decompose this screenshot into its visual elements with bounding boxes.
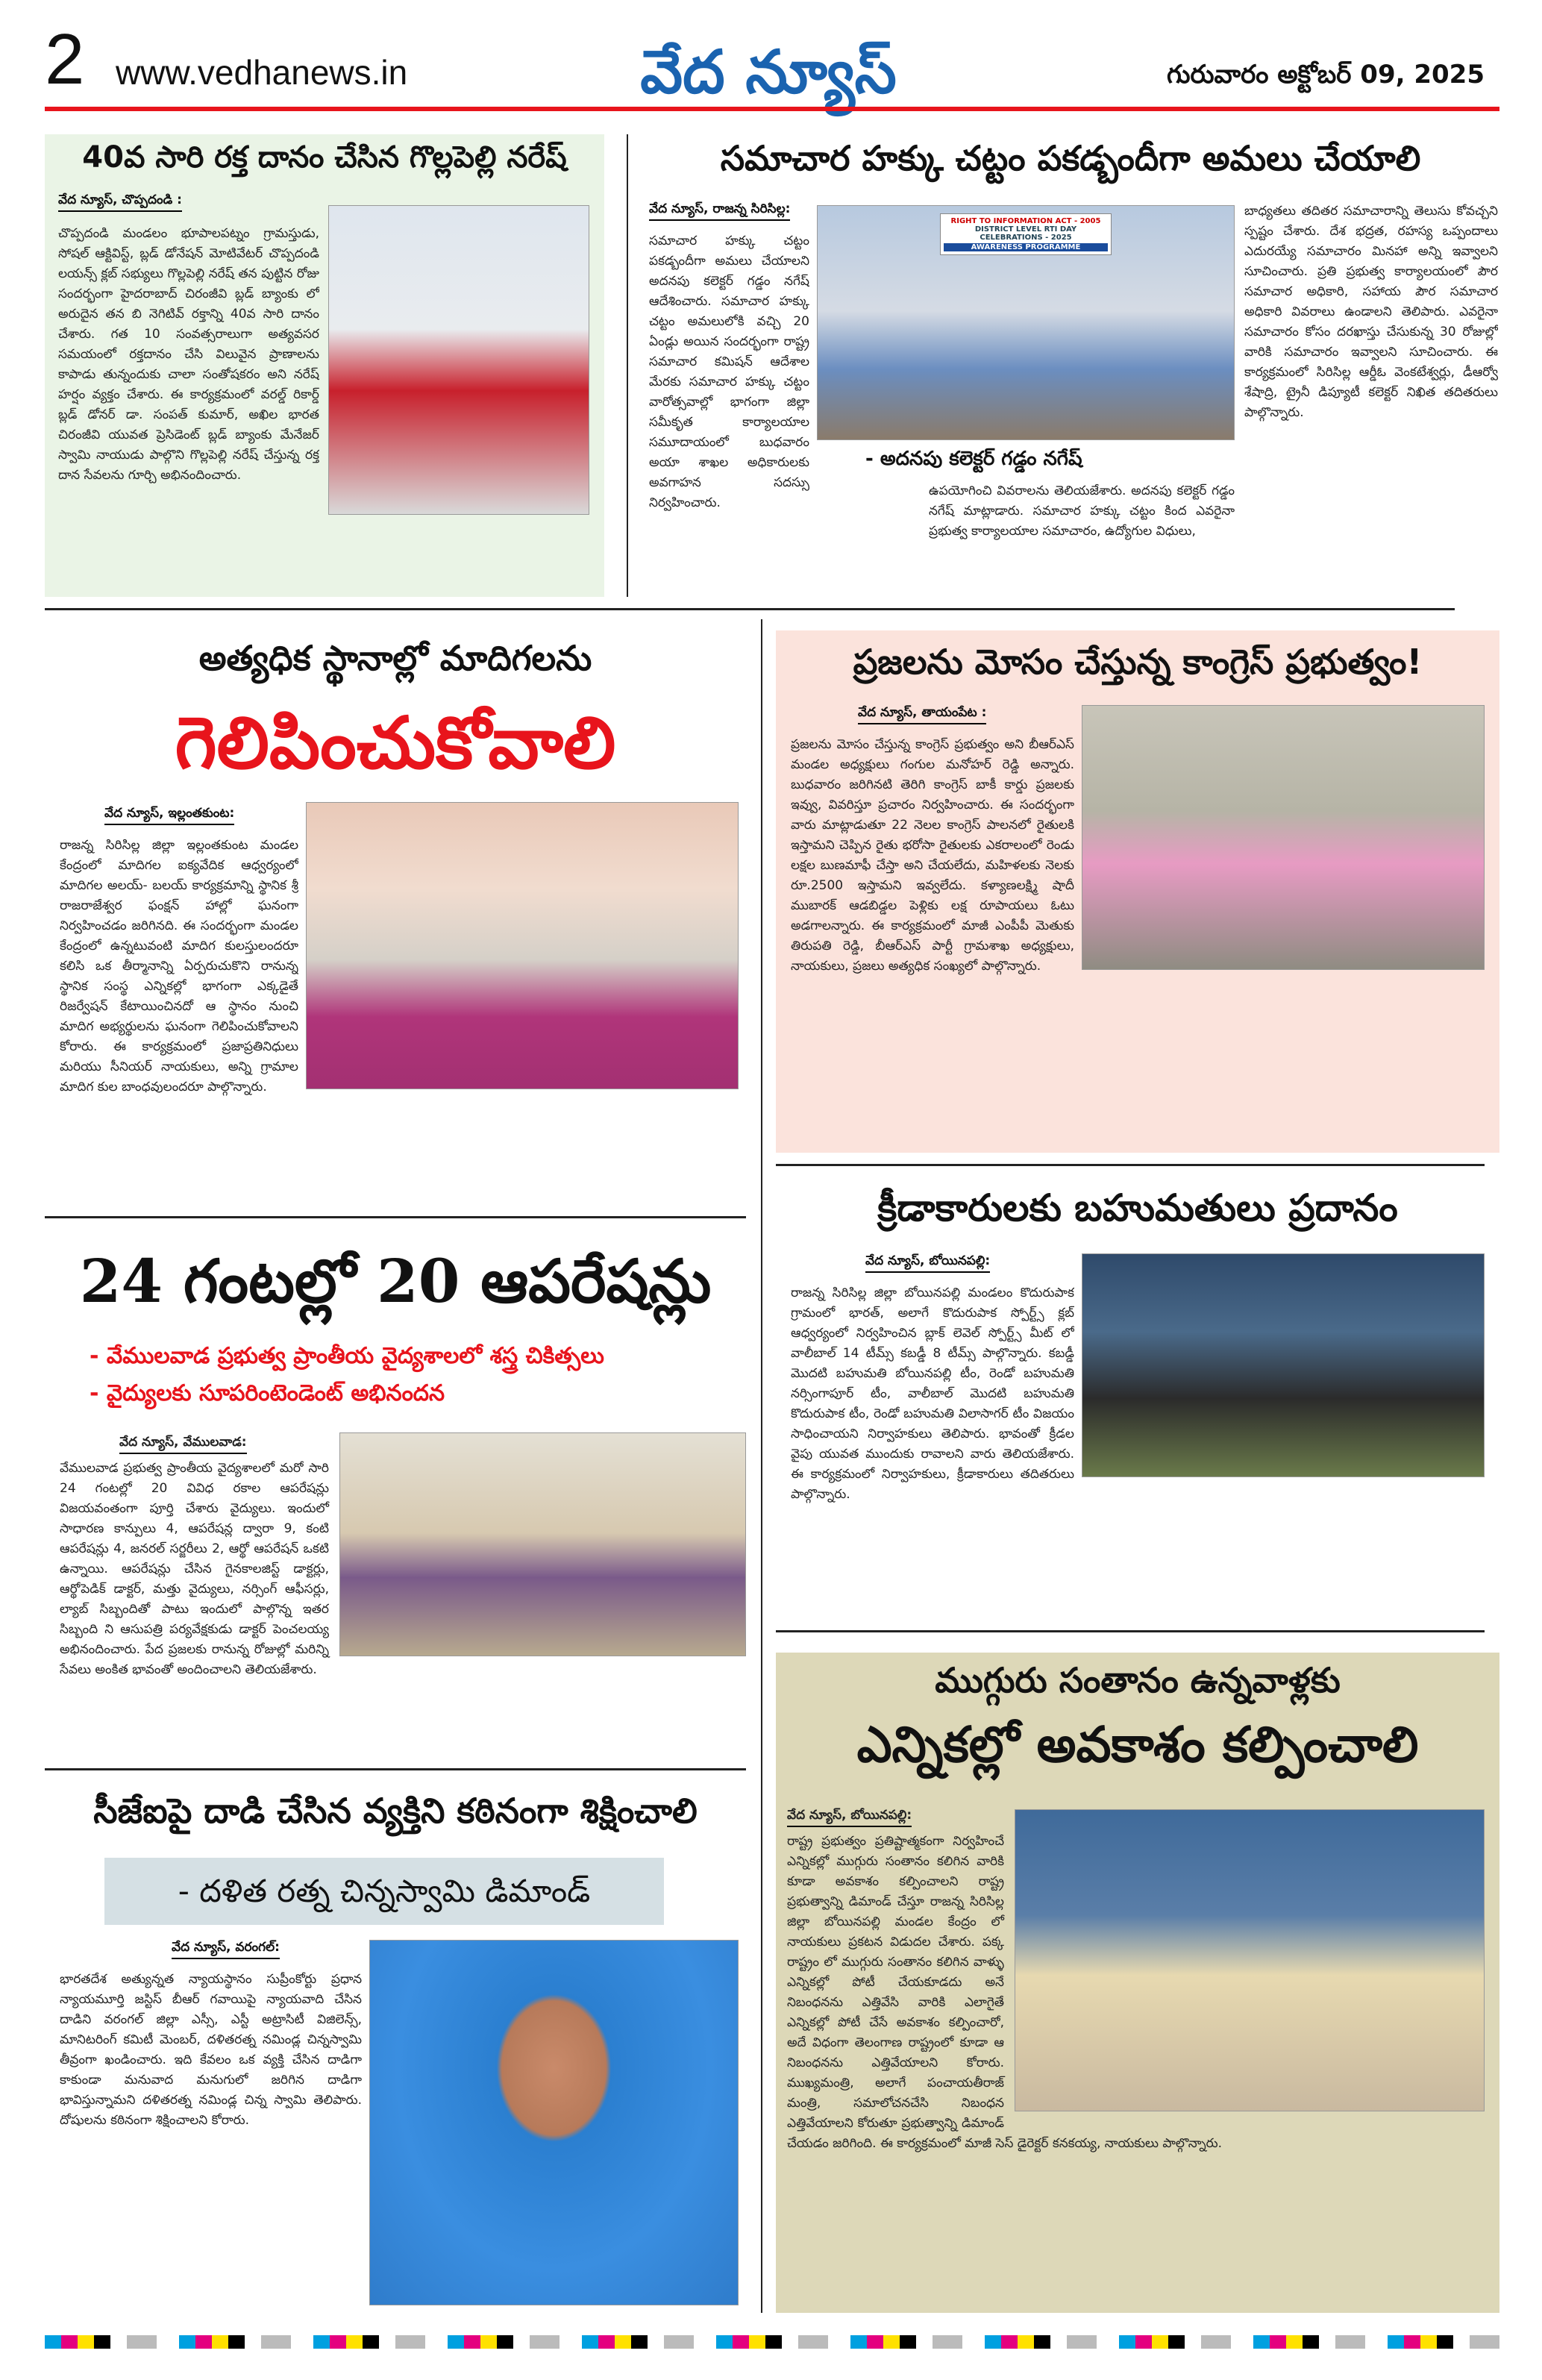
- dateline: [858, 705, 986, 729]
- photo-blood-donation: [328, 205, 589, 515]
- article-body-col1: సమాచార హక్కు చట్టం పకడ్బందీగా అమలు చేయాలని అదనపు కలెక్టర్ గడ్డం నగేష్ ఆదేశించారు. సమాచార హక్కు చట్టం అమలులోకి వచ్చి 20 ఏండ్లు అయిన సందర్భంగా రాష్ట్ర సమాచార కమిషన్ ఆదేశాల మేరకు సమాచార హక్కు చట్టం వారోత్సవాల్లో భాగంగా జిల్లా సమీకృత కార్యాలయాల సమూదాయంలో బుధవారం అయా శాఖల అధికారులకు అవగాహన సదస్సు నిర్వహించారు.: [649, 234, 809, 510]
- photo-leaders: [1015, 1809, 1485, 2111]
- article-hospital: [60, 1432, 746, 1761]
- section-divider: [776, 1630, 1485, 1632]
- headline: క్రీడాకారులకు బహుమతులు ప్రదానం: [877, 1186, 1398, 1230]
- headline: 24 గంటల్లో 20 ఆపరేషన్లు: [79, 1246, 712, 1316]
- issue-date: గురువారం అక్టోబర్ 09, 2025: [1166, 60, 1485, 90]
- photo-caption: - అదనపు కలెక్టర్ గడ్డం నగేష్: [865, 448, 1082, 470]
- section-divider: [45, 608, 1455, 610]
- article-body: వేములవాడ ప్రభుత్వ ప్రాంతీయ వైద్యశాలలో మరో సారి 24 గంటల్లో 20 వివిధ రకాల ఆపరేషన్లు విజయవంతంగా పూర్తి చేశారు వైద్యులు. ఇందులో సాధారణ కాన్పులు 4, ఆపరేషన్ల ద్వారా 9, కంటి ఆపరేషన్లు 4, జనరల్ సర్జరీలు 2, ఆర్థో ఆపరేషన్ ఒకటి ఉన్నాయి. ఆపరేషన్లు చేసిన గైనకాలజిస్ట్ డాక్టర్లు, ఆర్థోపెడిక్ డాక్టర్, మత్తు వైద్యులు, నర్సింగ్ ఆఫీసర్లు, ల్యాబ్ సిబ్బందితో పాటు ఇందులో పాల్గొన్న ఇతర సిబ్బంది ని ఆసుపత్రి పర్యవేక్షకుడు డాక్టర్ పెంచలయ్య అభినందించారు. పేద ప్రజలకు రానున్న రోజుల్లో మరిన్ని సేవలు అంకిత భావంతో అందించాలని తెలియజేశారు.: [60, 1461, 329, 1677]
- dateline-text: వేద న్యూస్, బోయినపల్లి:: [865, 1253, 990, 1273]
- dateline: [865, 1253, 990, 1277]
- article-body-col3: బాధ్యతలు తదితర సమాచారాన్ని తెలుసు కోవచ్చని స్పష్టం చేశారు. దేశ భద్రత, రహస్య ఒప్పందాలు ఎదురయ్యే సమాచారం మినహా అన్ని ఇవ్వాలని సూచించారు. ప్రతి ప్రభుత్వ కార్యాలయంలో పౌర సమాచార అధికారి, సహాయ పౌర సమాచార అధికారి వివరాలు ఉండాలని తెలిపారు. ఎవరైనా సమాచారం కోసం దరఖాస్తు చేసుకున్న 30 రోజుల్లో వారికి సమాచారం ఇవ్వాలని సూచించారు. ఈ కార్యక్రమంలో సిరిసిల్ల ఆర్డీఓ వెంకటేశ్వర్లు, డీఆర్వో శేషాద్రి, ట్రైనీ డిప్యూటీ కలెక్టర్ నిఖిత తదితరులు పాల్గొన్నారు.: [1244, 204, 1498, 420]
- dateline-text: వేద న్యూస్, రాజన్న సిరిసిల్ల:: [649, 201, 790, 221]
- dateline: [649, 201, 790, 225]
- photo-portrait: [369, 1940, 739, 2305]
- headline: ప్రజలను మోసం చేస్తున్న కాంగ్రెస్ ప్రభుత్వం!: [853, 642, 1423, 682]
- article-election: [787, 1806, 1485, 2309]
- banner-line: RIGHT TO INFORMATION ACT - 2005: [950, 217, 1101, 225]
- photo-hospital: [339, 1432, 746, 1656]
- article-body: రాజన్న సిరిసిల్ల జిల్లా ఇల్లంతకుంట మండల కేంద్రంలో మాదిగల ఐక్యవేదిక ఆధ్వర్యంలో మాదిగల అలయ్- బలయ్ కార్యక్రమాన్ని స్థానిక శ్రీ రాజరాజేశ్వర ఫంక్షన్ హాల్లో ఘనంగా నిర్వహించడం జరిగినది. ఈ సందర్భంగా మండల కేంద్రంలో ఉన్నటువంటి మాదిగ కులస్తులందరూ కలిసి ఒక తీర్మానాన్ని ఏర్పరుచుకొని రానున్న స్థానిక సంస్థ ఎన్నికల్లో భాగంగా ఎక్కడైతే రిజర్వేషన్ కేటాయించినదో ఆ స్థానం నుంచి మాదిగ అభ్యర్థులను ఘనంగా గెలిపించుకోవాలని కోరారు. ఈ కార్యక్రమంలో ప్రజాప్రతినిధులు మరియు సీనియర్ నాయకులు, అన్ని గ్రామాల మాదిగ కుల బాంధవులందరూ పాల్గొన్నారు.: [60, 838, 298, 1095]
- dateline: [58, 192, 182, 216]
- headline: 40వ సారి రక్త దానం చేసిన గొల్లపెల్లి నరేష్: [82, 140, 567, 175]
- column-divider: [627, 134, 628, 597]
- photo-protest: [1082, 705, 1485, 970]
- headline: సీజేఐపై దాడి చేసిన వ్యక్తిని కఠినంగా శిక్షించాలి: [93, 1791, 698, 1831]
- dateline: [104, 806, 234, 830]
- header-rule: [45, 107, 1499, 111]
- photo-sports-prize: [1082, 1253, 1485, 1477]
- rti-banner: [940, 213, 1112, 255]
- dateline-text: వేద న్యూస్, బోయినపల్లి:: [787, 1806, 912, 1827]
- dateline: [172, 1940, 280, 1964]
- headline: గెలిపించుకోవాలి: [175, 701, 616, 785]
- headline: ఎన్నికల్లో అవకాశం కల్పించాలి: [856, 1716, 1419, 1773]
- dateline-text: వేద న్యూస్, తాయంపేట :: [858, 705, 986, 724]
- dateline-text: వేద న్యూస్, వేములవాడ:: [119, 1432, 247, 1454]
- section-divider: [45, 1768, 746, 1770]
- dateline-text: వేద న్యూస్, ఇల్లంతకుంట:: [104, 806, 234, 825]
- article-body: రాజన్న సిరిసిల్ల జిల్లా బోయినపల్లి మండలం కొదురుపాక గ్రామంలో భారత్, అలాగే కొదురుపాక స్పోర్ట్స్ క్లబ్ ఆధ్వర్యంలో నిర్వహించిన బ్లాక్ లెవెల్ స్పోర్ట్స్ మీట్ లో వాలీబాల్ 14 టీమ్స్ కబడ్డీ 8 టీమ్స్ పాల్గొన్నారు. కబడ్డీ మొదటి బహుమతి బోయినపల్లి టీం, రెండో బహుమతి నర్సింగాపూర్ టీం, వాలీబాల్ మొదటి బహుమతి కొదురుపాక టీం, రెండో బహుమతి విలాసాగర్ టీం విజయం సాధించాయని నిర్వాహకులు తెలిపారు. భావంతో క్రీడల వైపు యువత ముందుకు రావాలని వారు తెలియజేశారు. ఈ కార్యక్రమంలో నిర్వాహకులు, క్రీడాకారులు తదితరులు పాల్గొన్నారు.: [791, 1285, 1074, 1502]
- section-divider: [776, 1164, 1485, 1166]
- subhead: - వైద్యులకు సూపరింటెండెంట్ అభినందన: [90, 1380, 445, 1406]
- subhead: - దళిత రత్న చిన్నస్వామి డిమాండ్: [178, 1873, 591, 1909]
- column-divider: [761, 619, 762, 2313]
- photo-meeting-hall: [306, 802, 739, 1089]
- page-number: 2: [45, 19, 85, 99]
- photo-rti-event: [817, 205, 1235, 440]
- article-body: భారతదేశ అత్యున్నత న్యాయస్థానం సుప్రీంకోర్టు ప్రధాన న్యాయమూర్తి జస్టిస్ బీఆర్ గవాయిపై న్యాయవాది చేసిన దాడిని వరంగల్ జిల్లా ఎస్సీ, ఎస్టీ అట్రాసిటీ విజిలెన్స్, మానిటరింగ్ కమిటీ మెంబర్, దళితరత్న నమిండ్ల చిన్నస్వామి తీవ్రంగా ఖండించారు. ఇది కేవలం ఒక వ్యక్తి చేసిన దాడిగా కాకుండా మనువాద మనుగులో జరిగిన దాడిగా భావిస్తున్నామని దళితరత్న నమిండ్ల చిన్న స్వామి తెలిపారు. దోషులను కఠినంగా శిక్షించాలని కోరారు.: [60, 1972, 362, 2128]
- article-body: చొప్పదండి మండలం భూపాలపట్నం గ్రామస్తుడు, సోషల్ ఆక్టివిస్ట్, బ్లడ్ డోనేషన్ మోటివేటర్ చొప్పదండి లయన్స్ క్లబ్ సభ్యులు గొల్లపెల్లి నరేష్ తన పుట్టిన రోజు సందర్భంగా హైదరాబాద్ చిరంజీవి బ్లడ్ బ్యాంకు లో అరుదైన తన బి నెగిటివ్ రక్తాన్ని 40వ సారి దానం చేశారు. గత 10 సంవత్సరాలుగా అత్యవసర సమయంలో రక్తదానం చేసి విలువైన ప్రాణాలను కాపాడు తున్నందుకు చాలా సంతోషకరం అని నరేష్ హర్షం వ్యక్తం చేశారు. ఈ కార్యక్రమంలో వరల్డ్ రికార్డ్ బ్లడ్ డోనర్ డా. సంపత్ కుమార్, అఖిల భారత చిరంజీవి యువత ప్రెసిడెంట్ బ్లడ్ బ్యాంకు మేనేజర్ స్వామి నాయుడు పాల్గొని గొల్లపెల్లి నరేష్ చేస్తున్న రక్త దాన సేవలను గూర్చి అభినందించారు.: [58, 226, 319, 483]
- article-body: ప్రజలను మోసం చేస్తున్న కాంగ్రెస్ ప్రభుత్వం అని బీఆర్ఎస్ మండల అధ్యక్షులు గంగుల మనోహర్ రెడ్డి అన్నారు. బుధవారం జరిగినటి తెరిగి కాంగ్రెస్ బాకీ కార్డు ప్రజలకు ఇవ్వు, వివరిస్తూ ప్రచారం నిర్వహించారు. ఈ సందర్భంగా వారు మాట్లాడుతూ 22 నెలల కాంగ్రెస్ పాలనలో రైతులకి ఇస్తామని చెప్పిన రైతు భరోసా రైతులకు ఎకరాలంలో రెండు లక్షల బుణమాఫీ చేస్తా అని చేయలేదు, మహిళలకు నెలకు రూ.2500 ఇస్తామని ఇవ్వలేదు. కళ్యాణలక్ష్మి షాదీ ముబారక్ ఆడబిడ్డల పెళ్లికు లక్ష రూపాయలు ఓటు అడగాలన్నారు. ఈ కార్యక్రమంలో మాజీ ఎంపీపీ మెతుకు తిరుపతి రెడ్డి, బీఆర్ఎస్ పార్టీ గ్రామశాఖ అధ్యక్షులు, నాయకులు, ప్రజలు అత్యధిక సంఖ్యలో పాల్గొన్నారు.: [791, 737, 1074, 974]
- section-divider: [45, 1216, 746, 1218]
- masthead-logo: వేద న్యూస్: [640, 37, 897, 107]
- banner-line: AWARENESS PROGRAMME: [944, 243, 1108, 251]
- headline: సమాచార హక్కు చట్టం పకడ్బందీగా అమలు చేయాలి: [720, 138, 1421, 178]
- kicker: ముగ్గురు సంతానం ఉన్నవాళ్లకు: [935, 1660, 1341, 1700]
- article-body-col2: ఉపయోగించి వివరాలను తెలియజేశారు. అదనపు కలెక్టర్ గడ్డం నగేష్ మాట్లాడారు. సమాచార హక్కు చట్టం కింద ఎవరైనా ప్రభుత్వ కార్యాలయాల సమాచారం, ఉద్యోగుల విధులు,: [929, 483, 1235, 539]
- kicker: అత్యధిక స్థానాల్లో మాదిగలను: [198, 638, 592, 678]
- color-registration-bar: [45, 2335, 1499, 2349]
- banner-line: DISTRICT LEVEL RTI DAY CELEBRATIONS - 2025: [974, 225, 1077, 242]
- website[interactable]: www.vedhanews.in: [116, 53, 408, 92]
- dateline-text: వేద న్యూస్, చొప్పదండి :: [58, 192, 182, 212]
- subhead: - వేములవాడ ప్రభుత్వ ప్రాంతీయ వైద్యశాలలో శస్త్ర చికిత్సలు: [90, 1343, 604, 1369]
- dateline-text: వేద న్యూస్, వరంగల్:: [172, 1940, 280, 1959]
- article-body: రాష్ట్ర ప్రభుత్వం ప్రతిష్టాత్మకంగా నిర్వహించే ఎన్నికల్లో ముగ్గురు సంతానం కలిగిన వారికి కూడా అవకాశం కల్పించాలని రాష్ట్ర ప్రభుత్వాన్ని డిమాండ్ చేస్తూ రాజన్న సిరిసిల్ల జిల్లా బోయినపల్లి మండల కేంద్రం లో నాయకులు ప్రకటన విడుదల చేశారు. పక్క రాష్ట్రం లో ముగ్గురు సంతానం కలిగిన వాళ్ళు ఎన్నికల్లో పోటీ చేయకూడదు అనే నిబంధనను ఎత్తివేసి వారికి ఎలాగైతే ఎన్నికల్లో పోటీ చేసే అవకాశం కల్పించారో, అదే విధంగా తెలంగాణ రాష్ట్రంలో కూడా ఆ నిబంధనను ఎత్తివేయాలని కోరారు. ముఖ్యమంత్రి, అలాగే పంచాయతీరాజ్ మంత్రి, సమాలోచనచేసి నిబంధన ఎత్తివేయాలని కోరుతూ ప్రభుత్వాన్ని డిమాండ్ చేయడం జరిగింది. ఈ కార్యక్రమంలో మాజీ సెస్ డైరెక్టర్ కనకయ్య, నాయకులు పాల్గొన్నారు.: [787, 1834, 1223, 2151]
